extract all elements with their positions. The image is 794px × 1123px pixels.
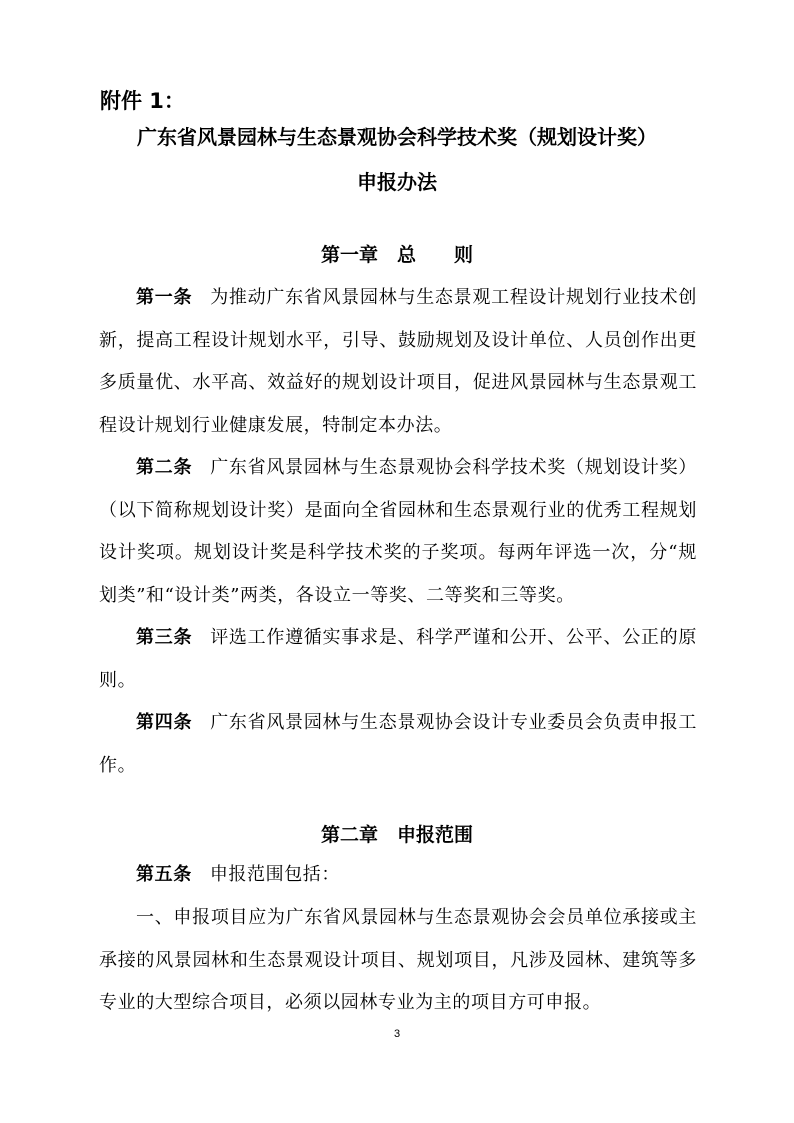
article-4 xyxy=(99,702,697,787)
article-label: 第四条 xyxy=(136,712,193,733)
article-label: 第三条 xyxy=(136,627,193,648)
clause-paragraph: 一、申报项目应为广东省风景园林与生态景观协会会员单位承接或主承接的风景园林和生态景观设计项目、规划项目，凡涉及园林、建筑等多专业的大型综合项目，必须以园林专业为主的项目方可申报。 xyxy=(99,907,697,1013)
document-title: 广东省风景园林与生态景观协会科学技术奖（规划设计奖） xyxy=(137,125,657,149)
article-1 xyxy=(99,277,697,447)
article-text: 评选工作遵循实事求是、科学严谨和公开、公平、公正的原则。 xyxy=(99,627,697,691)
article-label: 第二条 xyxy=(136,457,193,478)
chapter-heading-2: 第二章 申报范围 xyxy=(320,824,473,846)
document-subtitle: 申报办法 xyxy=(357,170,437,194)
article-text: 为推动广东省风景园林与生态景观工程设计规划行业技术创新，提高工程设计规划水平，引导、鼓励规划及设计单位、人员创作出更多质量优、水平高、效益好的规划设计项目，促进风景园林与生态景观工程设计规划行业健康发展，特制定本办法。 xyxy=(99,287,697,436)
article-2 xyxy=(99,447,697,617)
chapter-heading-1: 第一章 总 则 xyxy=(320,244,473,266)
article-label: 第五条 xyxy=(136,864,192,885)
article-3 xyxy=(99,617,697,702)
article-text: 申报范围包括： xyxy=(209,864,341,885)
annex-label: 附件 1： xyxy=(100,89,185,113)
article-5 xyxy=(99,854,697,897)
article-text: 广东省风景园林与生态景观协会设计专业委员会负责申报工作。 xyxy=(99,712,697,776)
article-label: 第一条 xyxy=(136,287,193,308)
page-number: 3 xyxy=(393,1028,401,1040)
article-text: 广东省风景园林与生态景观协会科学技术奖（规划设计奖）（以下简称规划设计奖）是面向全省园林和生态景观行业的优秀工程规划设计奖项。规划设计奖是科学技术奖的子奖项。每两年评选一次，分“规划类”和“设计类”两类，各设立一等奖、二等奖和三等奖。 xyxy=(99,457,697,606)
